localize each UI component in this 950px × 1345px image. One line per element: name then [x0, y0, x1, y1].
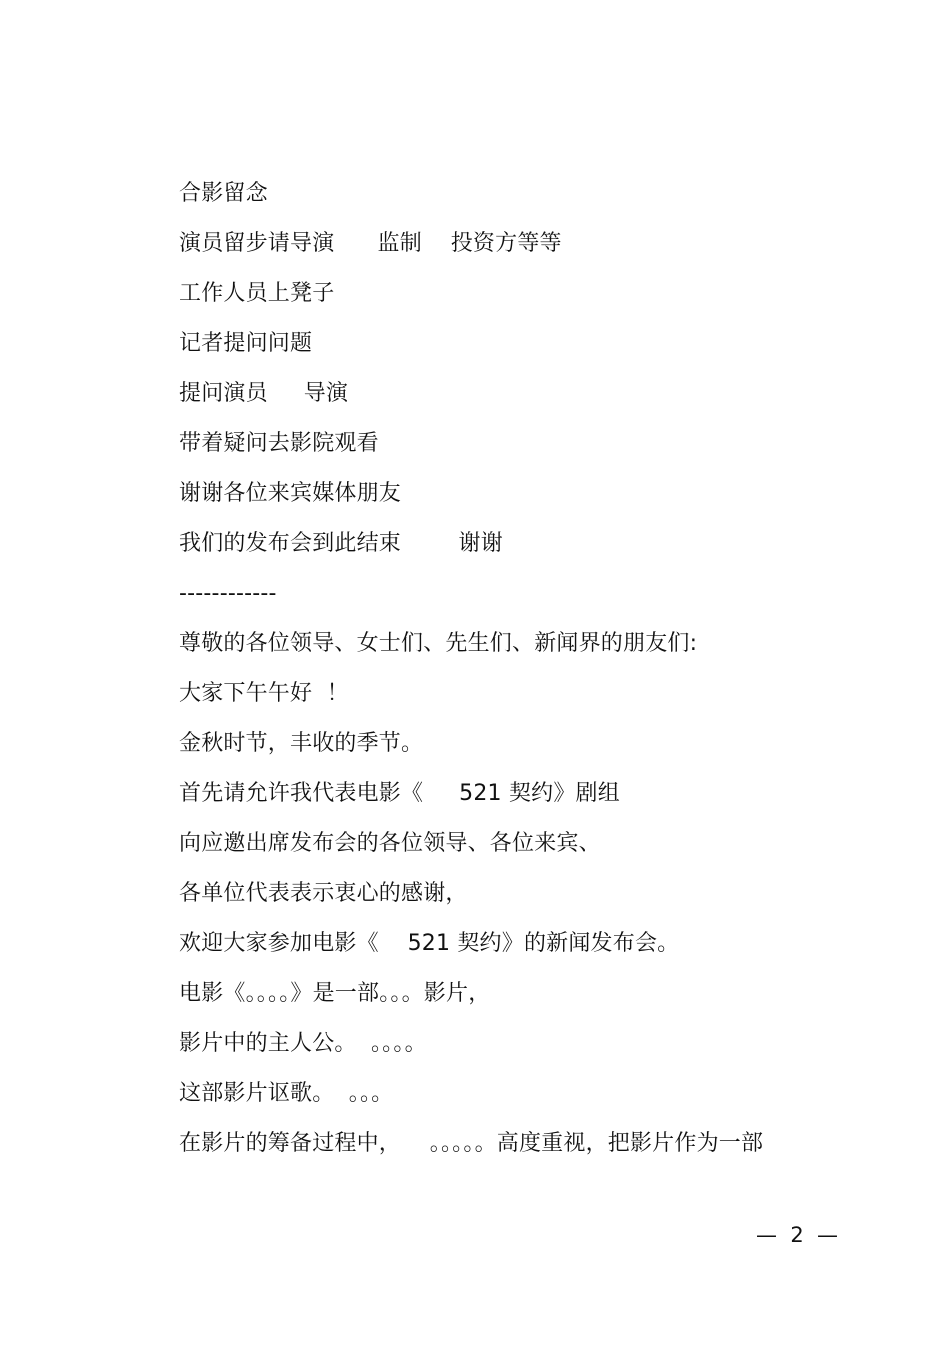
text-line: 提问演员 导演	[179, 381, 349, 406]
text-line: 合影留念	[179, 181, 268, 206]
text-line: 大家下午午好 ！	[179, 681, 349, 706]
text-line: 电影《。。。。》是一部。。。影片，	[179, 981, 491, 1006]
text-line: 记者提问问题	[179, 331, 313, 356]
text-line: 工作人员上凳子	[179, 281, 335, 306]
text-line: 带着疑问去影院观看	[179, 431, 379, 456]
separator-line: ------------	[179, 581, 277, 606]
text-line: 各单位代表表示衷心的感谢，	[179, 881, 468, 906]
text-line: 金秋时节，丰收的季节。	[179, 731, 424, 756]
text-line: 欢迎大家参加电影《 521 契约》的新闻发布会。	[179, 931, 680, 956]
text-line: 谢谢各位来宾媒体朋友	[179, 481, 402, 506]
text-line: 影片中的主人公。 。。。。	[179, 1031, 427, 1056]
text-line: 这部影片讴歌。 。。。	[179, 1081, 394, 1106]
text-line: 在影片的筹备过程中， 。。。。。高度重视，把影片作为一部	[179, 1131, 764, 1156]
text-line: 演员留步请导演 监制 投资方等等	[179, 231, 562, 256]
text-line: 尊敬的各位领导、女士们、先生们、新闻界的朋友们:	[179, 631, 698, 656]
page-number: — 2 —	[755, 1223, 839, 1247]
text-line: 向应邀出席发布会的各位领导、各位来宾、	[179, 831, 601, 856]
document-body	[179, 176, 859, 1176]
text-line: 我们的发布会到此结束 谢谢	[179, 531, 503, 556]
text-line: 首先请允许我代表电影《 521 契约》剧组	[179, 781, 620, 806]
